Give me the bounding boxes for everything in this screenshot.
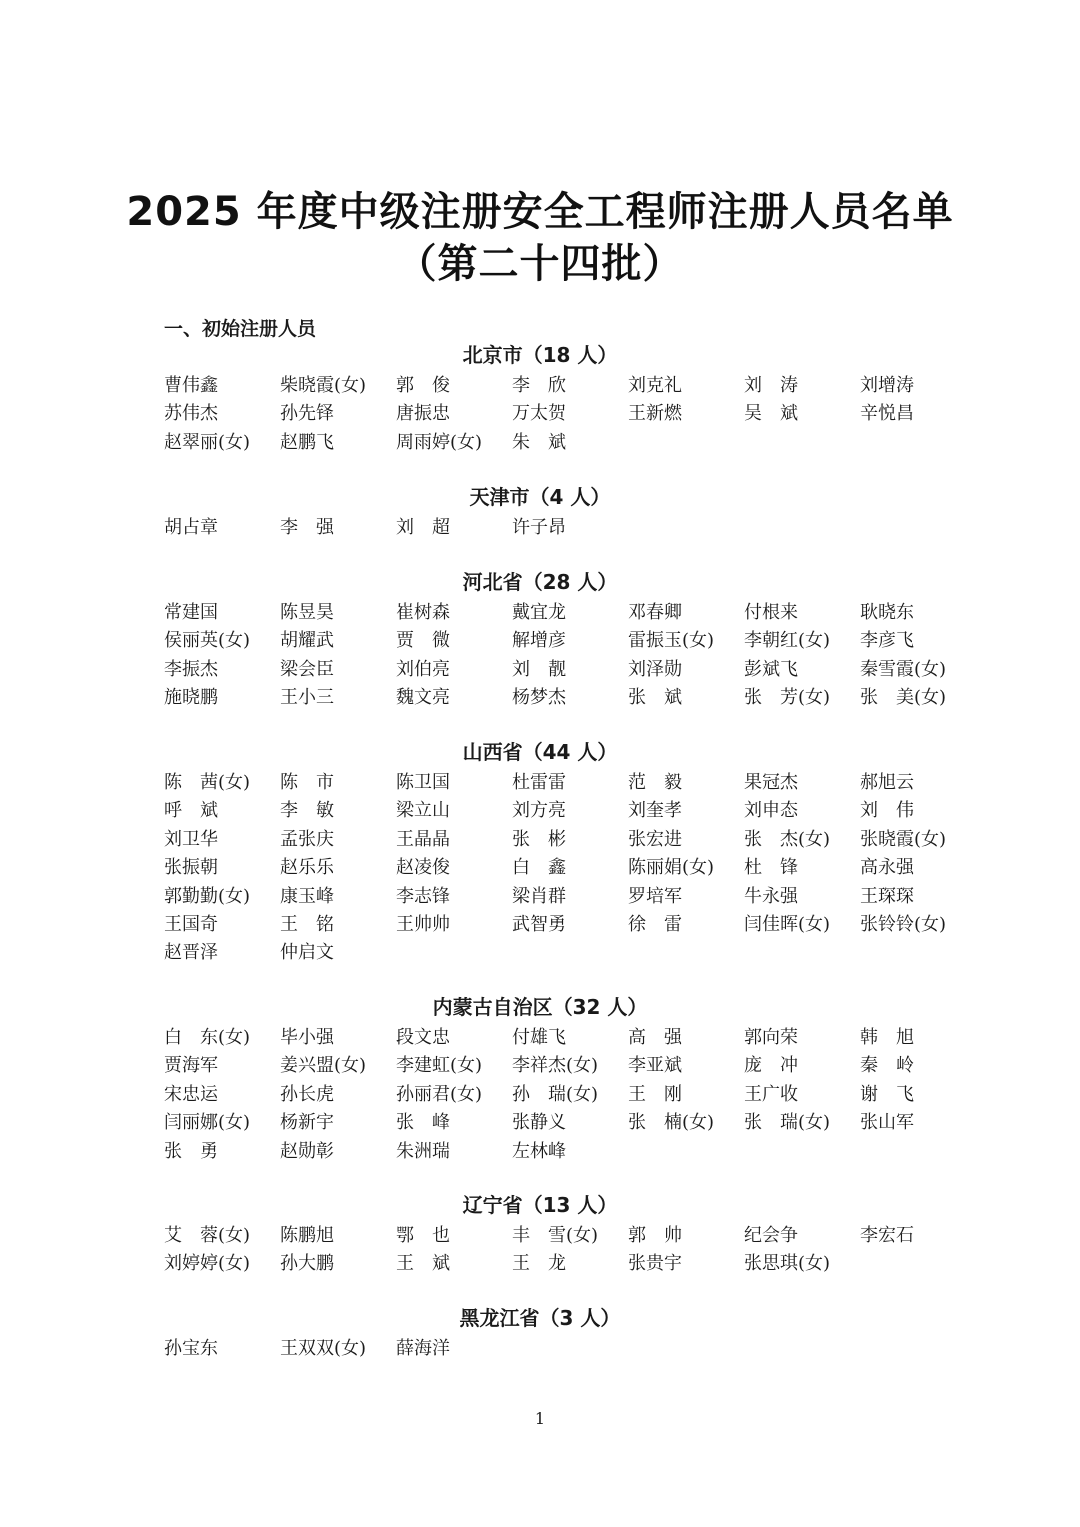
person-name: 张贵宇 [628,1253,682,1275]
person-name: 周雨婷(女) [396,431,483,453]
person-name: 王 刚 [628,1083,682,1105]
region-title: 内蒙古自治区（32 人） [432,995,648,1019]
person-name: 郝旭云 [860,772,914,793]
person-name: 刘婷婷(女) [164,1253,251,1275]
person-name: 张 峰 [396,1112,450,1134]
person-name: 解增彦 [512,630,566,652]
person-name: 苏伟杰 [164,403,218,425]
person-name: 李志锋 [396,885,450,907]
person-name: 彭斌飞 [744,658,798,680]
name-list [164,769,976,968]
person-name: 刘克礼 [628,375,682,396]
person-name: 刘方亮 [512,800,566,822]
person-name: 艾 蓉(女) [164,1225,251,1246]
person-name: 刘泽勋 [628,658,682,680]
person-name: 陈 市 [280,772,334,793]
person-name: 谢 飞 [860,1083,914,1105]
region-title: 黑龙江省（3 人） [459,1306,621,1330]
person-name: 呼 斌 [164,800,218,822]
person-name: 陈昱昊 [280,602,334,623]
person-name: 刘卫华 [164,828,218,850]
person-name: 李祥杰(女) [512,1055,599,1077]
name-list [164,1222,976,1279]
region-heilongjiang [0,1305,1080,1363]
person-name: 薛海洋 [396,1338,450,1359]
person-name: 贾海军 [164,1055,218,1077]
person-name: 白 东(女) [164,1027,251,1048]
person-name: 李朝红(女) [744,630,831,652]
person-name: 果冠杰 [744,772,798,793]
person-name: 赵凌俊 [396,857,450,879]
person-name: 张 芳(女) [744,687,831,709]
person-name: 李宏石 [860,1225,914,1246]
region-title: 北京市（18 人） [462,343,618,367]
person-name: 杜雷雷 [512,772,566,793]
person-name: 高 强 [628,1027,682,1048]
person-name: 刘奎孝 [628,800,682,822]
person-name: 李 欣 [512,375,566,396]
person-name: 陈鹏旭 [280,1225,334,1246]
name-list [164,1335,976,1363]
region-inner-mongolia [0,994,1080,1166]
page-number: 1 [534,1409,546,1428]
region-title: 辽宁省（13 人） [462,1193,618,1217]
person-name: 康玉峰 [280,885,334,907]
person-name: 贾 微 [396,630,450,652]
person-name: 鄂 也 [396,1225,450,1246]
person-name: 纪会争 [744,1225,798,1246]
person-name: 唐振忠 [396,403,450,425]
person-name: 孙丽君(女) [396,1083,483,1105]
person-name: 崔树森 [396,602,450,623]
section-heading: 一、初始注册人员 [164,318,317,340]
person-name: 王帅帅 [396,913,450,935]
person-name: 秦雪霞(女) [860,658,947,680]
region-tianjin [0,484,1080,542]
person-name: 郭 帅 [628,1225,682,1246]
person-name: 毕小强 [280,1027,334,1048]
person-name: 徐 雷 [628,913,682,935]
name-list [164,599,976,713]
person-name: 武智勇 [512,913,566,935]
person-name: 陈 茜(女) [164,772,251,793]
person-name: 刘增涛 [860,375,914,396]
person-name: 李 强 [280,517,334,538]
person-name: 王晶晶 [396,828,450,850]
person-name: 姜兴盟(女) [280,1055,367,1077]
person-name: 张宏进 [628,828,682,850]
person-name: 左林峰 [512,1140,566,1162]
person-name: 王 龙 [512,1253,566,1275]
person-name: 丰 雪(女) [512,1225,599,1246]
person-name: 赵翠丽(女) [164,431,251,453]
person-name: 刘 伟 [860,800,914,822]
person-name: 陈卫国 [396,772,450,793]
region-shanxi [0,739,1080,968]
person-name: 王 铭 [280,913,334,935]
person-name: 宋忠运 [164,1083,218,1105]
person-name: 段文忠 [396,1027,450,1048]
person-name: 王广收 [744,1083,798,1105]
person-name: 张 彬 [512,828,566,850]
person-name: 杜 锋 [744,857,798,879]
person-name: 郭向荣 [744,1027,798,1048]
person-name: 付雄飞 [512,1027,566,1048]
region-hebei [0,569,1080,713]
person-name: 孙宝东 [164,1338,218,1359]
person-name: 朱 斌 [512,431,566,453]
region-title: 天津市（4 人） [469,485,611,509]
person-name: 闫佳晖(女) [744,913,831,935]
person-name: 邓春卿 [628,602,682,623]
person-name: 胡耀武 [280,630,334,652]
person-name: 孙长虎 [280,1083,334,1105]
person-name: 梁立山 [396,800,450,822]
person-name: 李亚斌 [628,1055,682,1077]
person-name: 孙 瑞(女) [512,1083,599,1105]
person-name: 刘申态 [744,800,798,822]
person-name: 王国奇 [164,913,218,935]
region-title: 河北省（28 人） [462,570,618,594]
person-name: 梁肖群 [512,885,566,907]
person-name: 仲启文 [280,942,334,964]
person-name: 刘 超 [396,517,450,538]
person-name: 辛悦昌 [860,403,914,425]
person-name: 李彦飞 [860,630,914,652]
document-title: 2025 年度中级注册安全工程师注册人员名单 [126,189,954,235]
name-list [164,372,976,457]
person-name: 杨梦杰 [512,687,566,709]
person-name: 张振朝 [164,857,218,879]
name-list [164,514,976,542]
person-name: 庞 冲 [744,1055,798,1077]
person-name: 赵晋泽 [164,942,218,964]
person-name: 曹伟鑫 [164,375,218,396]
person-name: 张 美(女) [860,687,947,709]
person-name: 张山军 [860,1112,914,1134]
person-name: 张思琪(女) [744,1253,831,1275]
person-name: 张晓霞(女) [860,828,947,850]
person-name: 张铃铃(女) [860,913,947,935]
person-name: 侯丽英(女) [164,630,251,652]
person-name: 王双双(女) [280,1338,367,1359]
person-name: 柴晓霞(女) [280,375,367,396]
person-name: 戴宜龙 [512,602,566,623]
person-name: 郭勤勤(女) [164,885,251,907]
person-name: 刘 靓 [512,658,566,680]
person-name: 雷振玉(女) [628,630,715,652]
person-name: 张 勇 [164,1140,218,1162]
person-name: 孙大鹏 [280,1253,334,1275]
person-name: 高永强 [860,857,914,879]
person-name: 陈丽娟(女) [628,857,715,879]
person-name: 常建国 [164,602,218,623]
person-name: 牛永强 [744,885,798,907]
person-name: 孟张庆 [280,828,334,850]
person-name: 赵鹏飞 [280,431,334,453]
person-name: 许子昂 [512,517,566,538]
person-name: 施晓鹏 [164,687,218,709]
person-name: 李建虹(女) [396,1055,483,1077]
person-name: 闫丽娜(女) [164,1112,251,1134]
person-name: 刘 涛 [744,375,798,396]
person-name: 王琛琛 [860,885,914,907]
document-subtitle: （第二十四批） [396,241,684,287]
region-liaoning [0,1192,1080,1279]
person-name: 耿晓东 [860,602,914,623]
person-name: 朱洲瑞 [396,1140,450,1162]
person-name: 刘伯亮 [396,658,450,680]
person-name: 魏文亮 [396,687,450,709]
person-name: 梁会臣 [280,658,334,680]
person-name: 杨新宇 [280,1112,334,1134]
person-name: 白 鑫 [512,857,566,879]
person-name: 张 斌 [628,687,682,709]
person-name: 王小三 [280,687,334,709]
person-name: 李振杰 [164,658,218,680]
person-name: 张 杰(女) [744,828,831,850]
person-name: 王新燃 [628,403,682,425]
person-name: 吴 斌 [744,403,798,425]
person-name: 韩 旭 [860,1027,914,1048]
name-list [164,1024,976,1166]
person-name: 万太贺 [512,403,566,425]
person-name: 张 瑞(女) [744,1112,831,1134]
region-beijing [0,342,1080,457]
person-name: 张 楠(女) [628,1112,715,1134]
region-title: 山西省（44 人） [462,740,618,764]
person-name: 孙先铎 [280,403,334,425]
person-name: 赵勋彰 [280,1140,334,1162]
person-name: 李 敏 [280,800,334,822]
person-name: 赵乐乐 [280,857,334,879]
person-name: 范 毅 [628,772,682,793]
person-name: 付根来 [744,602,798,623]
person-name: 张静义 [512,1112,566,1134]
person-name: 胡占章 [164,517,218,538]
person-name: 郭 俊 [396,375,450,396]
person-name: 秦 岭 [860,1055,914,1077]
person-name: 王 斌 [396,1253,450,1275]
person-name: 罗培军 [628,885,682,907]
